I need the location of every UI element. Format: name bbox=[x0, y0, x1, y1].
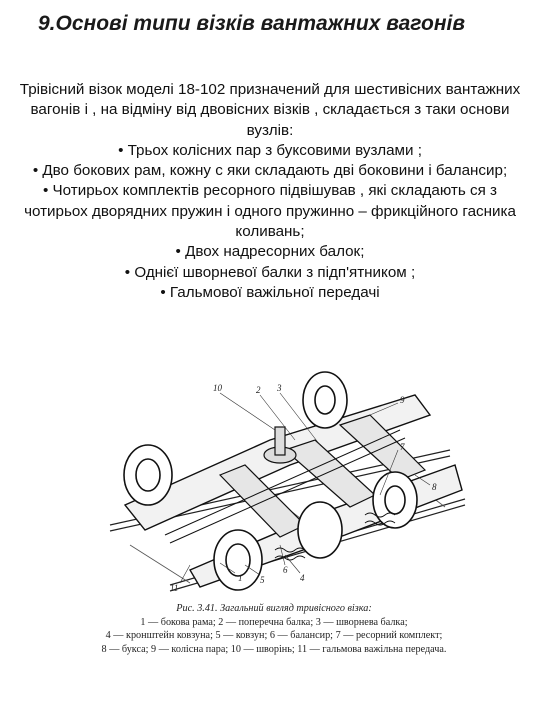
bogie-drawing bbox=[70, 355, 470, 595]
callout-label: 2 bbox=[256, 385, 261, 395]
list-item: • Дво бокових рам, кожну с яки складають дві боковини і балансир; bbox=[32, 162, 508, 180]
callout-label: 3 bbox=[277, 383, 282, 393]
caption-line: 8 — букса; 9 — колісна пара; 10 — шворінь; 11 — гальмова важільна передача. bbox=[101, 643, 447, 655]
callout-label: 9 bbox=[400, 395, 405, 405]
callout-label: 8 bbox=[432, 482, 437, 492]
callout-label: 7 bbox=[400, 442, 405, 452]
body-text bbox=[16, 80, 524, 303]
callout-label: 10 bbox=[213, 383, 222, 393]
caption-line: 4 — кронштейн ковзуна; 5 — ковзун; 6 — балансир; 7 — ресорний комплект; bbox=[105, 630, 443, 641]
page-title: 9.Основі типи візків вантажних вагонів bbox=[38, 12, 466, 35]
caption-line: 1 — бокова рама; 2 — поперечна балка; 3 — шворнева балка; bbox=[140, 616, 408, 628]
list-item: • Однієї шворневої балки з підп'ятником ; bbox=[124, 263, 416, 281]
list-item: • Двох надресорних балок; bbox=[175, 243, 365, 261]
callout-label: 1 bbox=[238, 573, 243, 583]
callout-label: 5 bbox=[260, 575, 265, 585]
callout-label: 6 bbox=[283, 565, 288, 575]
caption-title: Рис. 3.41. Загальний вигляд тривісного візка: bbox=[176, 603, 372, 614]
list-item: • Гальмової важільної передачі bbox=[160, 283, 380, 301]
callout-label: 11 bbox=[170, 583, 179, 593]
callout-label: 4 bbox=[300, 573, 305, 583]
bogie-illustration bbox=[70, 355, 470, 595]
list-item: • Чотирьох комплектів ресорного підвішував , які складають ся з чотирьох дворядних пружин і одного пружинно – фрикційного гасника коливань; bbox=[24, 182, 516, 241]
figure-caption bbox=[40, 602, 508, 656]
list-item: • Трьох колісних пар з буксовими вузлами ; bbox=[118, 141, 422, 159]
intro-paragraph: Трівісний візок моделі 18-102 призначений для шестивісних вантажних вагонів і , на відміну від двовісних візків , складається з таки основи вузлів: bbox=[19, 81, 521, 139]
